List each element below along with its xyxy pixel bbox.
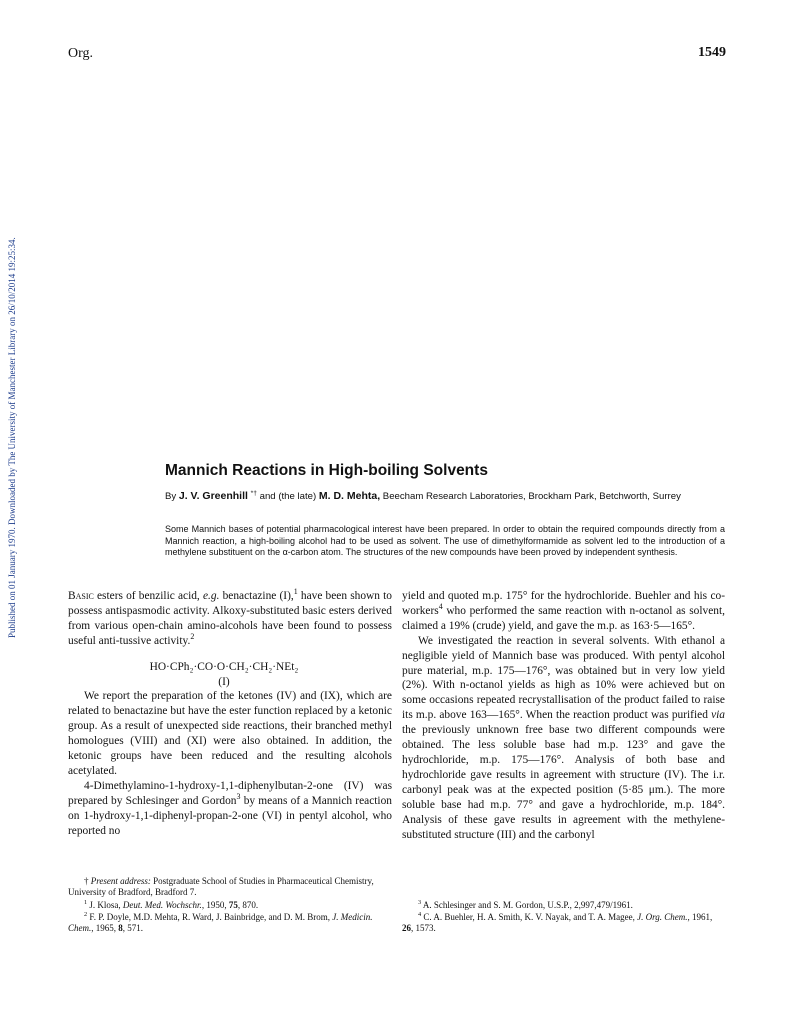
author-mehta: M. D. Mehta, [318,490,381,502]
footnote-2: $^2$ F. P. Doyle, M.D. Mehta, R. Ward, J. Bainbridge, and D. M. Brom, J. Medicin. Chem., 1965, 8, 571. [68,911,373,933]
ref-2: 2 [190,631,195,641]
footnote-3: $^3$ A. Schlesinger and S. M. Gordon, U.S.P., 2,997,479/1961. [418,899,633,910]
footnote-1: $^1$ J. Klosa, Deut. Med. Wochschr., 1950, 75, 870. [84,899,259,910]
and-the-late: and (the late) [259,491,317,502]
ref-4: 4 [438,602,443,612]
paragraph-intro: Basic esters of benzilic acid, e.g. benactazine (I),$^1$ have been shown to possess antispasmodic activity. Alkoxy-substituted basic esters derived from various open-chain amino-alcohols have been found to possess useful anti-tussive activity.$^2$ [68,587,392,647]
affiliation: Beecham Research Laboratories, Brockham Park, Betchworth, Surrey [382,491,681,502]
right-column [402,589,725,842]
paragraph-report: We report the preparation of the ketones (IV) and (IX), which are related to benactazine but have the ester function replaced by a ketonic group. As a result of unexpected side reactions, their branched methyl homologues (VIII) and (XI) were also obtained. In addition, the ketonic groups have been reduced and the resulting alcohols acetylated. [68,690,392,777]
author-marks: *† [250,489,257,497]
by-label: By [165,491,177,502]
footnote-present-address: † Present address: Postgraduate School of Studies in Pharmaceutical Chemistry, University of Bradford, Bradford 7. [68,876,374,897]
paragraph-preparation: 4-Dimethylamino-1-hydroxy-1,1-diphenylbutan-2-one (IV) was prepared by Schlesinger and Gordon$^3$ by means of a Mannich reaction on 1-hydroxy-1,1-diphenyl-propan-2-one (VI) in pentyl alcohol, who reported no [68,779,392,837]
paragraph-continued: yield and quoted m.p. 175° for the hydrochloride. Buehler and his co-workers$^4$ who performed the same reaction with n-octanol as solvent, claimed a 19% (crude) yield, and gave the m.p. as 163·5—165°. [402,590,725,632]
formula-label: (I) [218,675,230,688]
article-title: Mannich Reactions in High-boiling Solvents [165,462,488,479]
page-number: 1549 [698,45,726,60]
download-provenance-note: Published on 01 January 1970. Downloaded by The University of Manchester Library on 26/10/2014 19:25:34. [7,237,17,638]
formula-benactazine: HO·CPh₂·CO·O·CH₂·CH₂·NEt₂ [149,660,299,673]
running-head-journal: Org. [68,46,94,61]
author-line [165,490,730,504]
left-column [68,589,392,839]
footnote-4: $^4$ C. A. Buehler, H. A. Smith, K. V. Nayak, and T. A. Magee, J. Org. Chem., 1961, 26, 1573. [402,911,713,933]
ref-3: 3 [236,791,241,801]
paragraph-investigation: We investigated the reaction in several solvents. With ethanol a negligible yield of Mannich base was produced. With pentyl alcohol pure material, m.p. 175—176°, was obtained but in very low yield (2%). With n-octanol yields as high as 10% were achieved but on some occasions repeated recrystallisation of the product failed to raise its m.p. above 163—165°. When the reaction product was purified via the previously unknown free base two different compounds were obtained. The less soluble base had m.p. 123° and gave the hydrochloride, m.p. 175—176°. Analysis of both base and hydrochloride gave results in agreement with structure (IV). The i.r. carbonyl peak was at the expected position (5·85 μm.). The more soluble base had m.p. 77° and gave a hydrochloride, m.p. 184°. Analysis of these gave results in agreement with the methylene-substituted structure (III) and the carbonyl [402,634,725,841]
author-greenhill: J. V. Greenhill [178,490,248,502]
abstract: Some Mannich bases of potential pharmacological interest have been prepared. In order to obtain the required compounds directly from a Mannich reaction, a high-boiling alcohol had to be used as solvent. The use of dimethylformamide as solvent led to the introduction of a methylene substituent on the α-carbon atom. The structures of the new compounds have been proved by independent synthesis. [165,524,725,558]
lead-word: Basic [68,590,94,602]
ref-1: 1 [293,587,298,597]
